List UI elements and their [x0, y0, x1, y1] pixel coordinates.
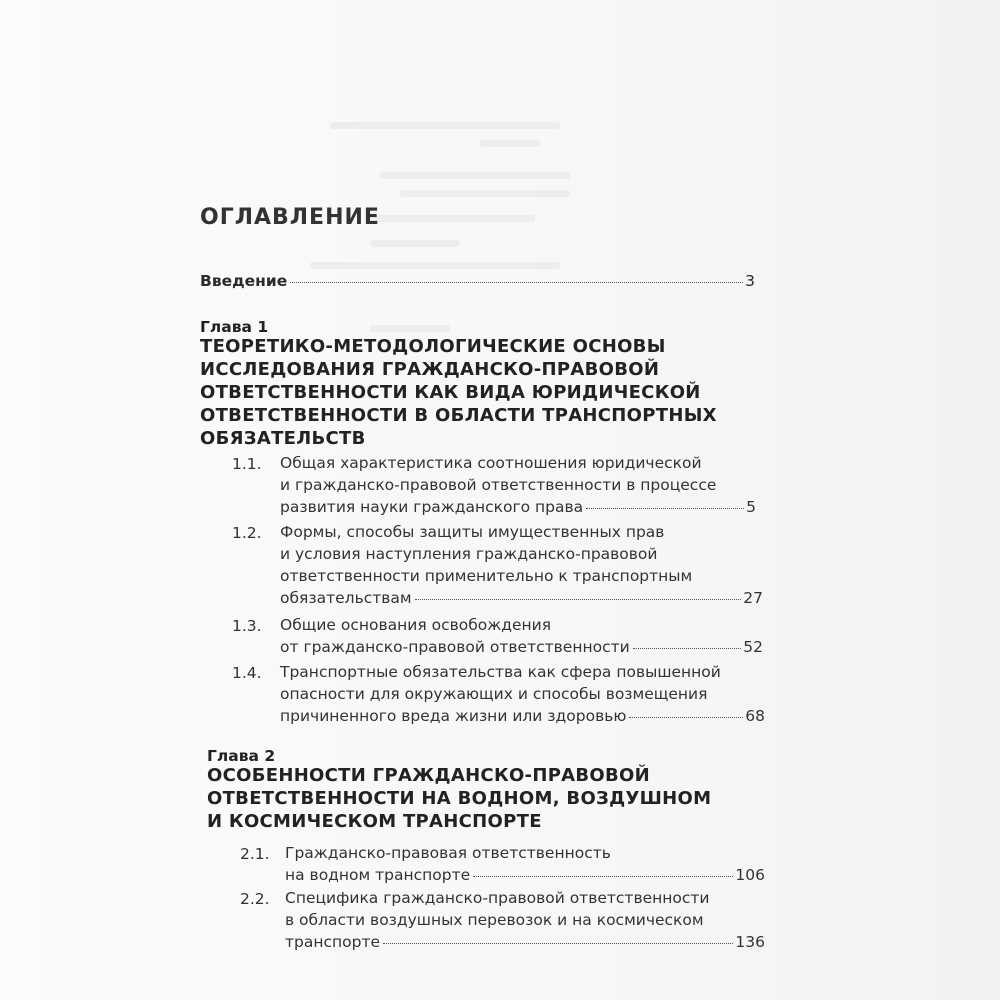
bleed-through-text	[330, 122, 560, 129]
chapter-title-line: ИССЛЕДОВАНИЯ ГРАЖДАНСКО-ПРАВОВОЙ	[200, 359, 660, 380]
section-title-line: и условия наступления гражданско-правовой	[280, 545, 658, 563]
section-title-line: причиненного вреда жизни или здоровью	[280, 707, 627, 725]
section-title-line: от гражданско-правовой ответственности	[280, 638, 630, 656]
page-number: 136	[735, 933, 765, 951]
section-title-line: Гражданско-правовая ответственность	[285, 844, 611, 862]
toc-entry-2-2[interactable]	[285, 887, 765, 953]
page-number: 3	[745, 272, 755, 290]
chapter-title-line: ОСОБЕННОСТИ ГРАЖДАНСКО-ПРАВОВОЙ	[207, 765, 651, 786]
chapter-2-label: Глава 2	[207, 747, 276, 765]
dot-leader	[633, 648, 742, 649]
toc-heading: ОГЛАВЛЕНИЕ	[200, 205, 380, 230]
dot-leader	[290, 282, 743, 283]
page-number: 52	[743, 638, 763, 656]
dot-leader	[629, 717, 743, 718]
intro-title: Введение	[200, 272, 288, 290]
chapter-title-line: И КОСМИЧЕСКОМ ТРАНСПОРТЕ	[207, 811, 542, 832]
section-number: 2.2.	[240, 890, 270, 908]
dot-leader	[415, 599, 742, 600]
page-number: 5	[746, 498, 756, 516]
section-title-line: на водном транспорте	[285, 866, 471, 884]
bleed-through-text	[310, 262, 560, 269]
toc-entry-intro[interactable]	[200, 272, 755, 290]
section-title-line: и гражданско-правовой ответственности в процессе	[280, 476, 717, 494]
page-number: 68	[745, 707, 765, 725]
section-number: 2.1.	[240, 845, 270, 863]
toc-entry-1-1[interactable]	[280, 452, 756, 518]
section-number: 1.2.	[232, 524, 262, 542]
section-number: 1.4.	[232, 664, 262, 682]
bleed-through-text	[375, 215, 535, 222]
dot-leader	[586, 508, 744, 509]
chapter-2-title[interactable]	[207, 764, 711, 833]
section-title-line: Транспортные обязательства как сфера повышенной	[280, 663, 721, 681]
page-number: 27	[743, 589, 763, 607]
toc-entry-2-1[interactable]	[285, 842, 765, 886]
bleed-through-text	[380, 172, 570, 179]
chapter-title-line: ОТВЕТСТВЕННОСТИ КАК ВИДА ЮРИДИЧЕСКОЙ	[200, 382, 701, 403]
bleed-through-text	[370, 240, 460, 247]
chapter-title-line: ТЕОРЕТИКО-МЕТОДОЛОГИЧЕСКИЕ ОСНОВЫ	[200, 336, 666, 357]
toc-entry-1-4[interactable]	[280, 661, 765, 727]
section-title-line: развития науки гражданского права	[280, 498, 584, 516]
dot-leader	[473, 876, 733, 877]
section-title-line: опасности для окружающих и способы возмещения	[280, 685, 708, 703]
section-title-line: Формы, способы защиты имущественных прав	[280, 523, 665, 541]
section-title-line: транспорте	[285, 933, 381, 951]
page-number: 106	[735, 866, 765, 884]
section-title-line: Специфика гражданско-правовой ответственности	[285, 889, 710, 907]
chapter-title-line: ОБЯЗАТЕЛЬСТВ	[200, 428, 366, 449]
chapter-1-title[interactable]	[200, 335, 717, 450]
chapter-title-line: ОТВЕТСТВЕННОСТИ В ОБЛАСТИ ТРАНСПОРТНЫХ	[200, 405, 717, 426]
section-title-line: Общая характеристика соотношения юридической	[280, 454, 702, 472]
toc-entry-1-2[interactable]	[280, 521, 763, 609]
toc-entry-1-3[interactable]	[280, 614, 763, 658]
bleed-through-text	[400, 190, 570, 197]
section-title-line: в области воздушных перевозок и на космическом	[285, 911, 704, 929]
section-title-line: Общие основания освобождения	[280, 616, 552, 634]
section-number: 1.1.	[232, 455, 262, 473]
dot-leader	[383, 943, 733, 944]
section-number: 1.3.	[232, 617, 262, 635]
section-title-line: ответственности применительно к транспортным	[280, 567, 693, 585]
bleed-through-text	[480, 140, 540, 147]
chapter-1-label: Глава 1	[200, 318, 269, 336]
section-title-line: обязательствам	[280, 589, 412, 607]
bleed-through-text	[370, 325, 450, 332]
chapter-title-line: ОТВЕТСТВЕННОСТИ НА ВОДНОМ, ВОЗДУШНОМ	[207, 788, 712, 809]
